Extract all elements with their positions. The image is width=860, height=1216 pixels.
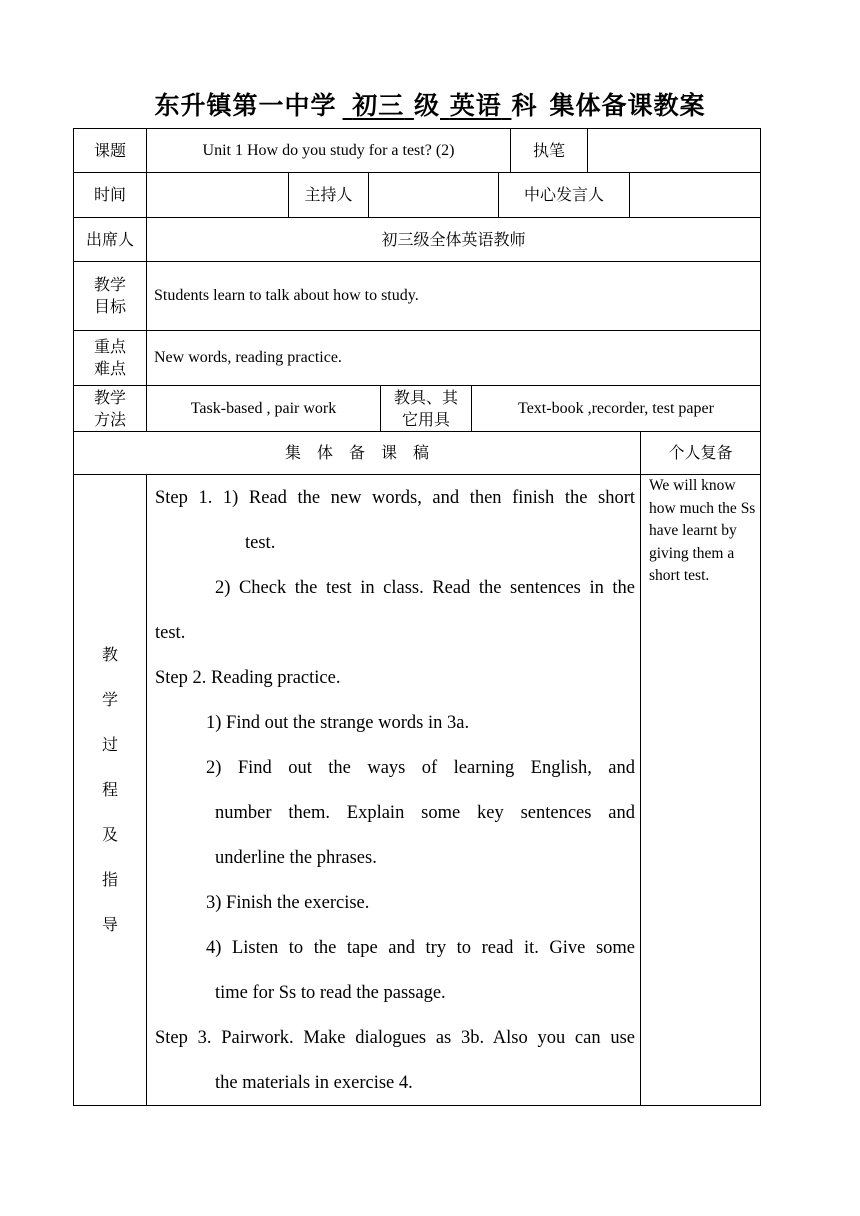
time-value xyxy=(146,172,289,218)
process-line: Step 2. Reading practice. xyxy=(155,668,341,688)
goal-label: 教学 目标 xyxy=(93,275,126,316)
process-line: underline the phrases. xyxy=(215,848,377,868)
grade-suffix: 级 xyxy=(413,91,440,120)
process-line: Step 3. Pairwork. Make dialogues as 3b. Also you can use xyxy=(155,1028,635,1048)
process-line: 3) Finish the exercise. xyxy=(206,893,370,913)
process-label: 教 学 过 程 及 指 导 xyxy=(101,645,118,934)
process-line: 4) Listen to the tape and try to read it. Give some xyxy=(206,938,635,958)
attendees-label: 出席人 xyxy=(85,229,134,249)
document-title xyxy=(0,86,860,122)
teaching-process-text xyxy=(155,476,635,1106)
process-line: test. xyxy=(245,533,276,553)
document-type: 集体备课教案 xyxy=(549,91,706,120)
tools-label: 教具、其 它用具 xyxy=(393,387,458,429)
process-line: test. xyxy=(155,623,186,643)
method-value: Task-based , pair work xyxy=(190,399,337,417)
personal-review-note: We will know how much the Ss have learnt by giving them a short test. xyxy=(649,477,756,585)
process-line: number them. Explain some key sentences and xyxy=(215,803,635,823)
process-line: 1) Find out the strange words in 3a. xyxy=(206,713,470,733)
method-label: 教学 方法 xyxy=(93,387,126,429)
tools-value: Text-book ,recorder, test paper xyxy=(518,399,714,417)
host-label: 主持人 xyxy=(304,185,353,204)
process-line: the materials in exercise 4. xyxy=(215,1073,413,1093)
grade-field: 初三 xyxy=(352,91,405,120)
writer-label: 执笔 xyxy=(532,140,565,160)
topic-label: 课题 xyxy=(93,140,126,160)
subject-field: 英语 xyxy=(449,91,502,120)
subject-suffix: 科 xyxy=(511,91,538,120)
school-name: 东升镇第一中学 xyxy=(154,91,337,120)
speaker-label: 中心发言人 xyxy=(523,185,604,204)
key-points-value: New words, reading practice. xyxy=(154,349,342,366)
time-label: 时间 xyxy=(93,185,126,204)
collective-draft-heading: 集 体 备 课 稿 xyxy=(284,443,429,462)
host-value xyxy=(368,172,499,218)
speaker-value xyxy=(629,172,761,218)
personal-review-heading: 个人复备 xyxy=(668,443,733,462)
attendees-value: 初三级全体英语教师 xyxy=(381,229,526,249)
goal-value: Students learn to talk about how to study. xyxy=(154,287,419,304)
process-line: 2) Check the test in class. Read the sentences in the xyxy=(215,578,635,598)
process-line: Step 1. 1) Read the new words, and then finish the short xyxy=(155,488,635,508)
process-line: time for Ss to read the passage. xyxy=(215,983,446,1003)
writer-value xyxy=(587,128,761,173)
process-line: 2) Find out the ways of learning English, and xyxy=(206,758,635,778)
topic-value: Unit 1 How do you study for a test? (2) xyxy=(202,141,455,159)
key-points-label: 重点 难点 xyxy=(93,337,126,378)
